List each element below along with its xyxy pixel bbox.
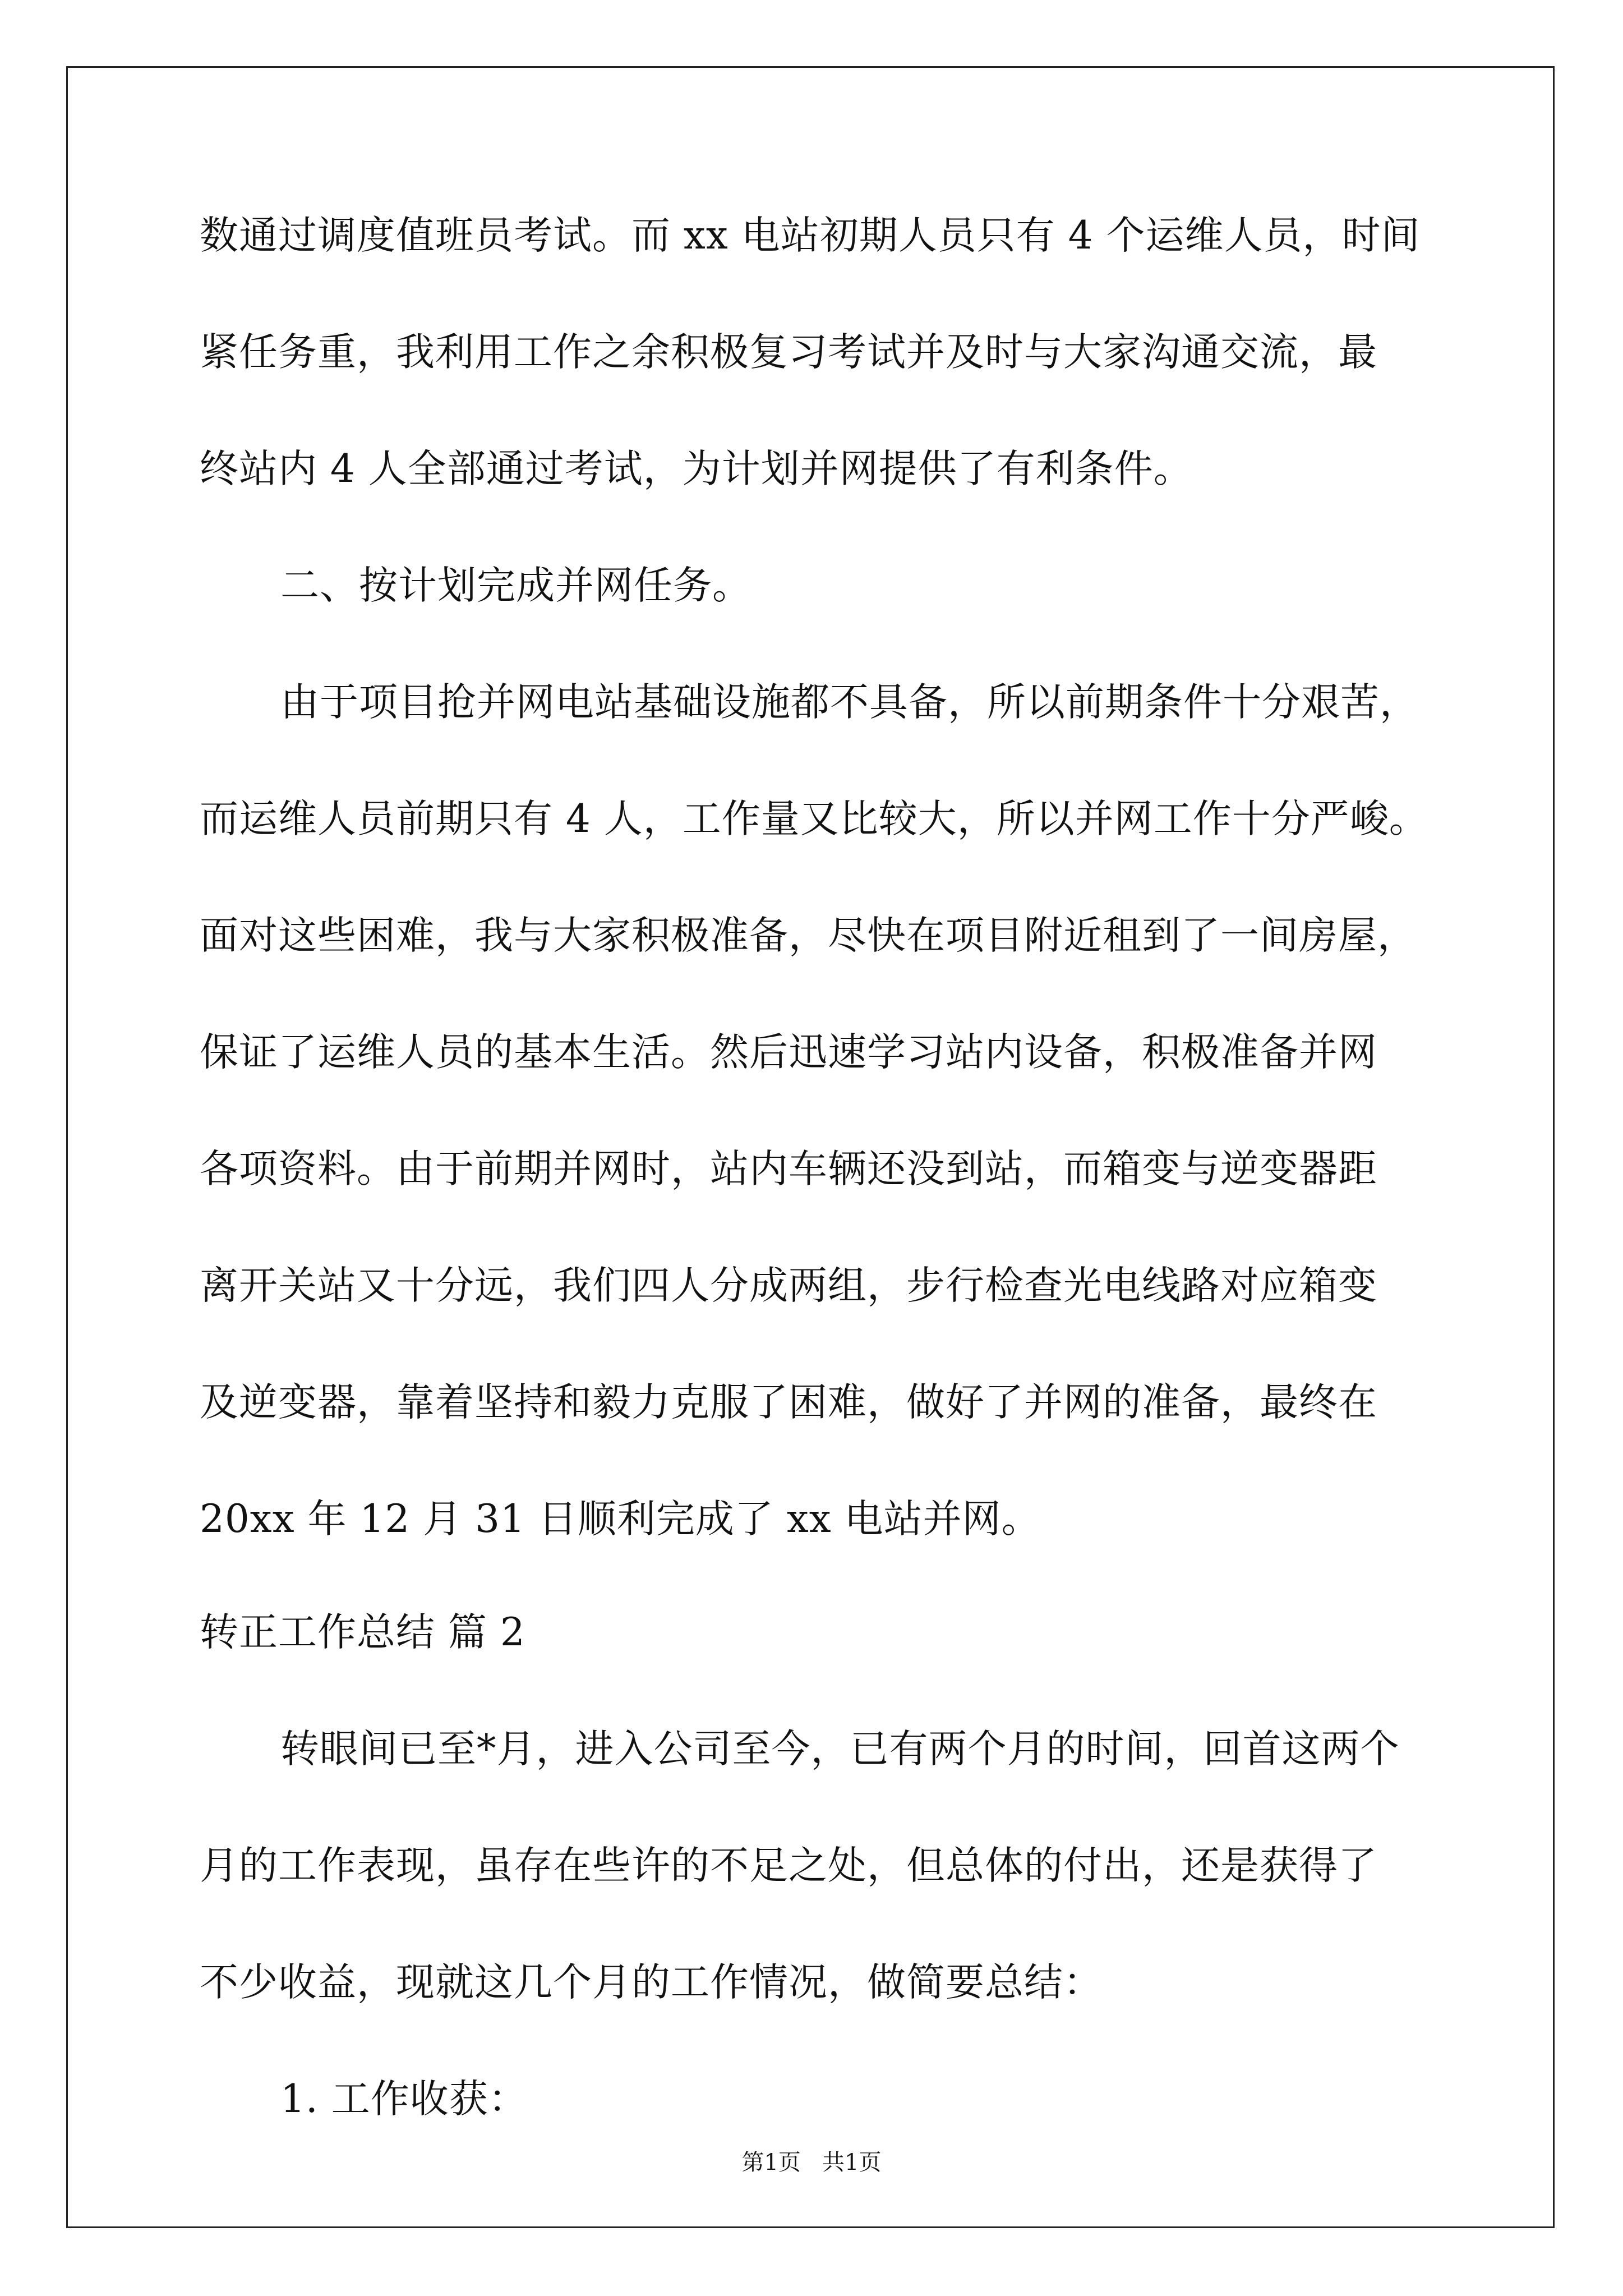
list-item-heading: 1. 工作收获： <box>280 2077 528 2122</box>
paragraph-line: 及逆变器，靠着坚持和毅力克服了困难，做好了并网的准备，最终在 <box>200 1380 1377 1425</box>
paragraph-line: 终站内 4 人全部通过考试，为计划并网提供了有利条件。 <box>200 447 1193 491</box>
paragraph-line: 数通过调度值班员考试。而 xx 电站初期人员只有 4 个运维人员，时间 <box>200 213 1421 258</box>
paragraph-line: 离开关站又十分远，我们四人分成两组，步行检查光电线路对应箱变 <box>200 1263 1377 1308</box>
page-footer: 第1页 共1页 <box>741 2150 882 2175</box>
paragraph-line: 月的工作表现，虽存在些许的不足之处，但总体的付出，还是获得了 <box>200 1843 1377 1888</box>
paragraph-line: 而运维人员前期只有 4 人，工作量又比较大，所以并网工作十分严峻。 <box>200 797 1428 841</box>
article-title: 转正工作总结 篇 2 <box>200 1610 525 1655</box>
paragraph-line: 面对这些困难，我与大家积极准备，尽快在项目附近租到了一间房屋， <box>200 913 1417 958</box>
paragraph-line: 紧任务重，我利用工作之余积极复习考试并及时与大家沟通交流，最 <box>200 330 1377 375</box>
paragraph-line: 不少收益，现就这几个月的工作情况，做简要总结： <box>200 1960 1103 2005</box>
paragraph-line: 保证了运维人员的基本生活。然后迅速学习站内设备，积极准备并网 <box>200 1030 1377 1075</box>
paragraph-line: 由于项目抢并网电站基础设施都不具备，所以前期条件十分艰苦， <box>280 680 1419 725</box>
section-heading: 二、按计划完成并网任务。 <box>280 563 751 608</box>
paragraph-line: 20xx 年 12 月 31 日顺利完成了 xx 电站并网。 <box>200 1497 1041 1542</box>
paragraph-line: 转眼间已至*月，进入公司至今，已有两个月的时间，回首这两个 <box>280 1727 1400 1772</box>
paragraph-line: 各项资料。由于前期并网时，站内车辆还没到站，而箱变与逆变器距 <box>200 1147 1377 1191</box>
